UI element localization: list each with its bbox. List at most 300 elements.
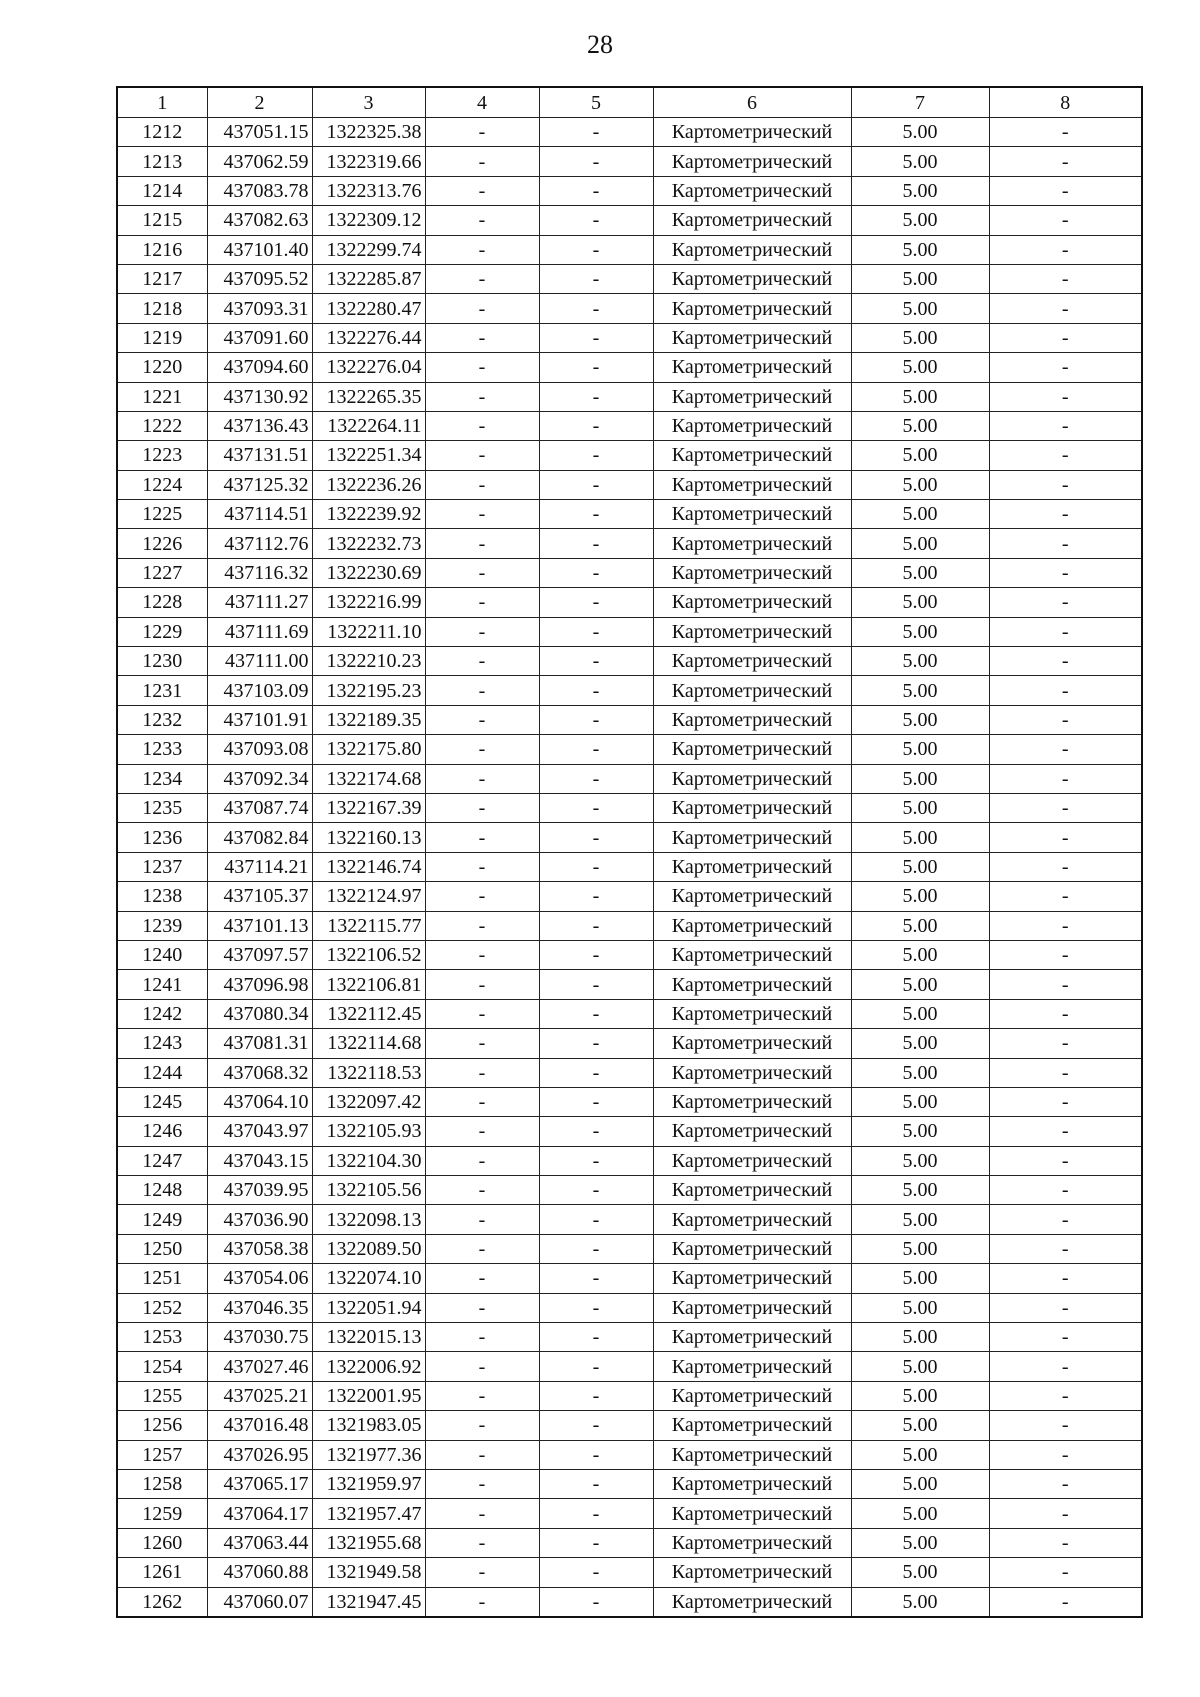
table-row bbox=[117, 882, 1142, 911]
cell-accuracy: 5.00 bbox=[851, 441, 989, 470]
cell-col-8: - bbox=[989, 323, 1142, 352]
table-row bbox=[117, 940, 1142, 969]
cell-x-coordinate: 437082.63 bbox=[207, 206, 312, 235]
cell-col-5: - bbox=[539, 1264, 653, 1293]
cell-point-number: 1216 bbox=[117, 235, 207, 264]
cell-col-4: - bbox=[425, 1469, 539, 1498]
cell-method: Картометрический bbox=[653, 1440, 851, 1469]
cell-x-coordinate: 437097.57 bbox=[207, 940, 312, 969]
cell-col-5: - bbox=[539, 588, 653, 617]
cell-method: Картометрический bbox=[653, 1176, 851, 1205]
cell-col-8: - bbox=[989, 823, 1142, 852]
cell-col-5: - bbox=[539, 441, 653, 470]
cell-col-5: - bbox=[539, 1469, 653, 1498]
table-row bbox=[117, 118, 1142, 147]
table-row bbox=[117, 1205, 1142, 1234]
cell-x-coordinate: 437026.95 bbox=[207, 1440, 312, 1469]
cell-x-coordinate: 437130.92 bbox=[207, 382, 312, 411]
cell-col-4: - bbox=[425, 911, 539, 940]
cell-col-4: - bbox=[425, 1293, 539, 1322]
cell-col-8: - bbox=[989, 1293, 1142, 1322]
table-row bbox=[117, 382, 1142, 411]
cell-y-coordinate: 1321957.47 bbox=[312, 1499, 425, 1528]
cell-y-coordinate: 1322189.35 bbox=[312, 705, 425, 734]
cell-method: Картометрический bbox=[653, 705, 851, 734]
cell-y-coordinate: 1322232.73 bbox=[312, 529, 425, 558]
cell-col-4: - bbox=[425, 588, 539, 617]
cell-x-coordinate: 437063.44 bbox=[207, 1528, 312, 1557]
table-row bbox=[117, 1058, 1142, 1087]
cell-col-5: - bbox=[539, 1558, 653, 1587]
cell-col-5: - bbox=[539, 1587, 653, 1617]
cell-col-8: - bbox=[989, 1029, 1142, 1058]
cell-y-coordinate: 1321983.05 bbox=[312, 1411, 425, 1440]
cell-point-number: 1249 bbox=[117, 1205, 207, 1234]
table-row bbox=[117, 470, 1142, 499]
cell-point-number: 1233 bbox=[117, 735, 207, 764]
table-row bbox=[117, 1176, 1142, 1205]
cell-accuracy: 5.00 bbox=[851, 1499, 989, 1528]
cell-accuracy: 5.00 bbox=[851, 147, 989, 176]
cell-y-coordinate: 1322167.39 bbox=[312, 793, 425, 822]
cell-y-coordinate: 1321947.45 bbox=[312, 1587, 425, 1617]
cell-accuracy: 5.00 bbox=[851, 588, 989, 617]
cell-method: Картометрический bbox=[653, 441, 851, 470]
table-row bbox=[117, 294, 1142, 323]
cell-col-4: - bbox=[425, 1352, 539, 1381]
cell-col-8: - bbox=[989, 1323, 1142, 1352]
cell-col-4: - bbox=[425, 1087, 539, 1116]
cell-y-coordinate: 1322074.10 bbox=[312, 1264, 425, 1293]
cell-col-5: - bbox=[539, 647, 653, 676]
cell-accuracy: 5.00 bbox=[851, 735, 989, 764]
cell-method: Картометрический bbox=[653, 1411, 851, 1440]
coordinates-table bbox=[116, 86, 1143, 1618]
cell-col-4: - bbox=[425, 1558, 539, 1587]
cell-y-coordinate: 1322265.35 bbox=[312, 382, 425, 411]
header-col-4: 4 bbox=[425, 87, 539, 118]
cell-col-8: - bbox=[989, 1352, 1142, 1381]
cell-col-5: - bbox=[539, 793, 653, 822]
cell-method: Картометрический bbox=[653, 500, 851, 529]
cell-x-coordinate: 437103.09 bbox=[207, 676, 312, 705]
cell-x-coordinate: 437064.10 bbox=[207, 1087, 312, 1116]
cell-accuracy: 5.00 bbox=[851, 1264, 989, 1293]
cell-x-coordinate: 437131.51 bbox=[207, 441, 312, 470]
table-row bbox=[117, 147, 1142, 176]
cell-method: Картометрический bbox=[653, 411, 851, 440]
cell-x-coordinate: 437064.17 bbox=[207, 1499, 312, 1528]
cell-point-number: 1221 bbox=[117, 382, 207, 411]
cell-col-4: - bbox=[425, 1323, 539, 1352]
cell-x-coordinate: 437091.60 bbox=[207, 323, 312, 352]
cell-col-8: - bbox=[989, 1058, 1142, 1087]
cell-method: Картометрический bbox=[653, 1264, 851, 1293]
cell-accuracy: 5.00 bbox=[851, 235, 989, 264]
cell-accuracy: 5.00 bbox=[851, 1558, 989, 1587]
cell-accuracy: 5.00 bbox=[851, 1587, 989, 1617]
cell-x-coordinate: 437065.17 bbox=[207, 1469, 312, 1498]
cell-col-5: - bbox=[539, 999, 653, 1028]
cell-method: Картометрический bbox=[653, 676, 851, 705]
cell-accuracy: 5.00 bbox=[851, 529, 989, 558]
cell-method: Картометрический bbox=[653, 1381, 851, 1410]
cell-col-4: - bbox=[425, 441, 539, 470]
table-row bbox=[117, 411, 1142, 440]
table-row bbox=[117, 1087, 1142, 1116]
cell-accuracy: 5.00 bbox=[851, 970, 989, 999]
cell-x-coordinate: 437112.76 bbox=[207, 529, 312, 558]
table-row bbox=[117, 647, 1142, 676]
cell-point-number: 1213 bbox=[117, 147, 207, 176]
table-row bbox=[117, 500, 1142, 529]
cell-x-coordinate: 437082.84 bbox=[207, 823, 312, 852]
cell-point-number: 1227 bbox=[117, 558, 207, 587]
cell-accuracy: 5.00 bbox=[851, 264, 989, 293]
cell-x-coordinate: 437036.90 bbox=[207, 1205, 312, 1234]
table-row bbox=[117, 176, 1142, 205]
cell-method: Картометрический bbox=[653, 470, 851, 499]
cell-point-number: 1241 bbox=[117, 970, 207, 999]
cell-x-coordinate: 437096.98 bbox=[207, 970, 312, 999]
cell-col-4: - bbox=[425, 999, 539, 1028]
cell-accuracy: 5.00 bbox=[851, 1323, 989, 1352]
cell-accuracy: 5.00 bbox=[851, 764, 989, 793]
cell-col-8: - bbox=[989, 558, 1142, 587]
cell-col-5: - bbox=[539, 1234, 653, 1263]
cell-method: Картометрический bbox=[653, 1323, 851, 1352]
cell-col-8: - bbox=[989, 441, 1142, 470]
cell-point-number: 1238 bbox=[117, 882, 207, 911]
cell-accuracy: 5.00 bbox=[851, 1058, 989, 1087]
cell-accuracy: 5.00 bbox=[851, 1087, 989, 1116]
table-row bbox=[117, 1411, 1142, 1440]
table-row bbox=[117, 1352, 1142, 1381]
table-body bbox=[117, 118, 1142, 1617]
cell-y-coordinate: 1322104.30 bbox=[312, 1146, 425, 1175]
cell-accuracy: 5.00 bbox=[851, 1176, 989, 1205]
cell-point-number: 1222 bbox=[117, 411, 207, 440]
cell-col-4: - bbox=[425, 764, 539, 793]
cell-point-number: 1220 bbox=[117, 353, 207, 382]
cell-x-coordinate: 437043.15 bbox=[207, 1146, 312, 1175]
cell-point-number: 1218 bbox=[117, 294, 207, 323]
table-row bbox=[117, 1146, 1142, 1175]
cell-accuracy: 5.00 bbox=[851, 1234, 989, 1263]
cell-y-coordinate: 1322112.45 bbox=[312, 999, 425, 1028]
cell-col-4: - bbox=[425, 1205, 539, 1234]
cell-col-5: - bbox=[539, 411, 653, 440]
cell-point-number: 1224 bbox=[117, 470, 207, 499]
cell-y-coordinate: 1322239.92 bbox=[312, 500, 425, 529]
cell-point-number: 1217 bbox=[117, 264, 207, 293]
cell-point-number: 1239 bbox=[117, 911, 207, 940]
cell-method: Картометрический bbox=[653, 147, 851, 176]
cell-col-8: - bbox=[989, 764, 1142, 793]
cell-accuracy: 5.00 bbox=[851, 1117, 989, 1146]
cell-y-coordinate: 1322230.69 bbox=[312, 558, 425, 587]
cell-col-8: - bbox=[989, 1499, 1142, 1528]
cell-y-coordinate: 1322097.42 bbox=[312, 1087, 425, 1116]
header-col-6: 6 bbox=[653, 87, 851, 118]
table-row bbox=[117, 852, 1142, 881]
cell-point-number: 1231 bbox=[117, 676, 207, 705]
cell-col-8: - bbox=[989, 882, 1142, 911]
cell-col-5: - bbox=[539, 382, 653, 411]
cell-col-4: - bbox=[425, 735, 539, 764]
cell-col-5: - bbox=[539, 470, 653, 499]
cell-method: Картометрический bbox=[653, 1293, 851, 1322]
cell-accuracy: 5.00 bbox=[851, 1146, 989, 1175]
cell-x-coordinate: 437027.46 bbox=[207, 1352, 312, 1381]
cell-x-coordinate: 437060.07 bbox=[207, 1587, 312, 1617]
cell-accuracy: 5.00 bbox=[851, 911, 989, 940]
cell-accuracy: 5.00 bbox=[851, 705, 989, 734]
cell-y-coordinate: 1322299.74 bbox=[312, 235, 425, 264]
cell-col-8: - bbox=[989, 118, 1142, 147]
cell-col-5: - bbox=[539, 1352, 653, 1381]
cell-accuracy: 5.00 bbox=[851, 1440, 989, 1469]
cell-method: Картометрический bbox=[653, 1587, 851, 1617]
cell-point-number: 1232 bbox=[117, 705, 207, 734]
cell-col-4: - bbox=[425, 676, 539, 705]
cell-accuracy: 5.00 bbox=[851, 940, 989, 969]
table-row bbox=[117, 970, 1142, 999]
cell-x-coordinate: 437081.31 bbox=[207, 1029, 312, 1058]
cell-col-5: - bbox=[539, 970, 653, 999]
cell-y-coordinate: 1322264.11 bbox=[312, 411, 425, 440]
cell-x-coordinate: 437030.75 bbox=[207, 1323, 312, 1352]
cell-point-number: 1226 bbox=[117, 529, 207, 558]
cell-accuracy: 5.00 bbox=[851, 1381, 989, 1410]
table-row bbox=[117, 323, 1142, 352]
cell-y-coordinate: 1321955.68 bbox=[312, 1528, 425, 1557]
table-row bbox=[117, 1323, 1142, 1352]
cell-col-8: - bbox=[989, 294, 1142, 323]
cell-col-8: - bbox=[989, 1558, 1142, 1587]
cell-point-number: 1248 bbox=[117, 1176, 207, 1205]
cell-col-4: - bbox=[425, 382, 539, 411]
cell-accuracy: 5.00 bbox=[851, 999, 989, 1028]
cell-y-coordinate: 1322175.80 bbox=[312, 735, 425, 764]
cell-x-coordinate: 437111.69 bbox=[207, 617, 312, 646]
cell-col-4: - bbox=[425, 500, 539, 529]
cell-col-4: - bbox=[425, 970, 539, 999]
cell-col-5: - bbox=[539, 1176, 653, 1205]
cell-x-coordinate: 437051.15 bbox=[207, 118, 312, 147]
cell-col-5: - bbox=[539, 529, 653, 558]
cell-col-4: - bbox=[425, 852, 539, 881]
cell-method: Картометрический bbox=[653, 852, 851, 881]
cell-accuracy: 5.00 bbox=[851, 470, 989, 499]
table-row bbox=[117, 353, 1142, 382]
cell-accuracy: 5.00 bbox=[851, 1293, 989, 1322]
cell-method: Картометрический bbox=[653, 999, 851, 1028]
cell-x-coordinate: 437093.31 bbox=[207, 294, 312, 323]
cell-col-8: - bbox=[989, 999, 1142, 1028]
cell-y-coordinate: 1321959.97 bbox=[312, 1469, 425, 1498]
table-row bbox=[117, 1264, 1142, 1293]
table-row bbox=[117, 1381, 1142, 1410]
cell-y-coordinate: 1322106.52 bbox=[312, 940, 425, 969]
cell-col-8: - bbox=[989, 940, 1142, 969]
cell-y-coordinate: 1322115.77 bbox=[312, 911, 425, 940]
cell-col-8: - bbox=[989, 176, 1142, 205]
cell-x-coordinate: 437105.37 bbox=[207, 882, 312, 911]
cell-method: Картометрический bbox=[653, 1234, 851, 1263]
cell-col-5: - bbox=[539, 764, 653, 793]
table-row bbox=[117, 1029, 1142, 1058]
cell-col-8: - bbox=[989, 1587, 1142, 1617]
cell-col-8: - bbox=[989, 1381, 1142, 1410]
cell-y-coordinate: 1321949.58 bbox=[312, 1558, 425, 1587]
cell-accuracy: 5.00 bbox=[851, 852, 989, 881]
cell-x-coordinate: 437092.34 bbox=[207, 764, 312, 793]
cell-method: Картометрический bbox=[653, 647, 851, 676]
cell-x-coordinate: 437087.74 bbox=[207, 793, 312, 822]
header-col-5: 5 bbox=[539, 87, 653, 118]
cell-method: Картометрический bbox=[653, 1469, 851, 1498]
cell-y-coordinate: 1322325.38 bbox=[312, 118, 425, 147]
cell-y-coordinate: 1322106.81 bbox=[312, 970, 425, 999]
cell-method: Картометрический bbox=[653, 1117, 851, 1146]
cell-method: Картометрический bbox=[653, 617, 851, 646]
table-row bbox=[117, 441, 1142, 470]
cell-x-coordinate: 437039.95 bbox=[207, 1176, 312, 1205]
cell-col-5: - bbox=[539, 1146, 653, 1175]
cell-accuracy: 5.00 bbox=[851, 1469, 989, 1498]
cell-y-coordinate: 1322211.10 bbox=[312, 617, 425, 646]
cell-point-number: 1244 bbox=[117, 1058, 207, 1087]
cell-method: Картометрический bbox=[653, 558, 851, 587]
cell-method: Картометрический bbox=[653, 264, 851, 293]
table-row bbox=[117, 558, 1142, 587]
table-row bbox=[117, 764, 1142, 793]
header-col-8: 8 bbox=[989, 87, 1142, 118]
cell-x-coordinate: 437058.38 bbox=[207, 1234, 312, 1263]
cell-accuracy: 5.00 bbox=[851, 793, 989, 822]
cell-col-5: - bbox=[539, 1440, 653, 1469]
cell-col-8: - bbox=[989, 793, 1142, 822]
cell-col-4: - bbox=[425, 558, 539, 587]
cell-y-coordinate: 1322251.34 bbox=[312, 441, 425, 470]
cell-method: Картометрический bbox=[653, 882, 851, 911]
cell-col-8: - bbox=[989, 1528, 1142, 1557]
cell-y-coordinate: 1322098.13 bbox=[312, 1205, 425, 1234]
cell-col-4: - bbox=[425, 353, 539, 382]
cell-col-5: - bbox=[539, 1381, 653, 1410]
table-row bbox=[117, 735, 1142, 764]
cell-x-coordinate: 437125.32 bbox=[207, 470, 312, 499]
cell-col-5: - bbox=[539, 1293, 653, 1322]
cell-col-4: - bbox=[425, 1264, 539, 1293]
cell-method: Картометрический bbox=[653, 940, 851, 969]
cell-col-4: - bbox=[425, 1117, 539, 1146]
cell-col-4: - bbox=[425, 529, 539, 558]
cell-y-coordinate: 1322006.92 bbox=[312, 1352, 425, 1381]
cell-col-5: - bbox=[539, 264, 653, 293]
cell-col-4: - bbox=[425, 206, 539, 235]
cell-col-4: - bbox=[425, 940, 539, 969]
cell-point-number: 1261 bbox=[117, 1558, 207, 1587]
cell-col-5: - bbox=[539, 1499, 653, 1528]
cell-y-coordinate: 1322276.04 bbox=[312, 353, 425, 382]
cell-x-coordinate: 437054.06 bbox=[207, 1264, 312, 1293]
cell-x-coordinate: 437062.59 bbox=[207, 147, 312, 176]
table-row bbox=[117, 1528, 1142, 1557]
cell-accuracy: 5.00 bbox=[851, 206, 989, 235]
cell-method: Картометрический bbox=[653, 1146, 851, 1175]
cell-accuracy: 5.00 bbox=[851, 176, 989, 205]
cell-point-number: 1242 bbox=[117, 999, 207, 1028]
cell-col-5: - bbox=[539, 353, 653, 382]
cell-y-coordinate: 1322089.50 bbox=[312, 1234, 425, 1263]
table-row bbox=[117, 1499, 1142, 1528]
cell-method: Картометрический bbox=[653, 382, 851, 411]
cell-y-coordinate: 1322105.93 bbox=[312, 1117, 425, 1146]
cell-point-number: 1228 bbox=[117, 588, 207, 617]
cell-col-8: - bbox=[989, 1117, 1142, 1146]
cell-point-number: 1219 bbox=[117, 323, 207, 352]
header-col-2: 2 bbox=[207, 87, 312, 118]
cell-point-number: 1235 bbox=[117, 793, 207, 822]
cell-method: Картометрический bbox=[653, 206, 851, 235]
cell-y-coordinate: 1322001.95 bbox=[312, 1381, 425, 1410]
cell-col-5: - bbox=[539, 1528, 653, 1557]
cell-point-number: 1258 bbox=[117, 1469, 207, 1498]
cell-x-coordinate: 437043.97 bbox=[207, 1117, 312, 1146]
cell-x-coordinate: 437046.35 bbox=[207, 1293, 312, 1322]
cell-col-8: - bbox=[989, 353, 1142, 382]
cell-col-5: - bbox=[539, 294, 653, 323]
cell-col-5: - bbox=[539, 911, 653, 940]
cell-point-number: 1234 bbox=[117, 764, 207, 793]
cell-col-8: - bbox=[989, 1411, 1142, 1440]
cell-method: Картометрический bbox=[653, 176, 851, 205]
cell-x-coordinate: 437068.32 bbox=[207, 1058, 312, 1087]
cell-point-number: 1262 bbox=[117, 1587, 207, 1617]
cell-col-5: - bbox=[539, 1117, 653, 1146]
cell-point-number: 1251 bbox=[117, 1264, 207, 1293]
table-row bbox=[117, 1117, 1142, 1146]
table-row bbox=[117, 235, 1142, 264]
cell-col-4: - bbox=[425, 1176, 539, 1205]
cell-y-coordinate: 1322280.47 bbox=[312, 294, 425, 323]
cell-col-8: - bbox=[989, 1205, 1142, 1234]
cell-accuracy: 5.00 bbox=[851, 558, 989, 587]
cell-col-4: - bbox=[425, 176, 539, 205]
cell-col-8: - bbox=[989, 411, 1142, 440]
table-row bbox=[117, 1469, 1142, 1498]
cell-col-8: - bbox=[989, 1176, 1142, 1205]
table-row bbox=[117, 588, 1142, 617]
cell-col-8: - bbox=[989, 852, 1142, 881]
cell-y-coordinate: 1322216.99 bbox=[312, 588, 425, 617]
cell-col-8: - bbox=[989, 235, 1142, 264]
cell-col-8: - bbox=[989, 264, 1142, 293]
cell-x-coordinate: 437016.48 bbox=[207, 1411, 312, 1440]
cell-y-coordinate: 1322105.56 bbox=[312, 1176, 425, 1205]
page-number: 28 bbox=[587, 30, 613, 59]
cell-point-number: 1243 bbox=[117, 1029, 207, 1058]
cell-y-coordinate: 1322146.74 bbox=[312, 852, 425, 881]
cell-point-number: 1214 bbox=[117, 176, 207, 205]
cell-accuracy: 5.00 bbox=[851, 617, 989, 646]
cell-col-4: - bbox=[425, 1411, 539, 1440]
cell-point-number: 1256 bbox=[117, 1411, 207, 1440]
cell-x-coordinate: 437111.27 bbox=[207, 588, 312, 617]
cell-x-coordinate: 437094.60 bbox=[207, 353, 312, 382]
